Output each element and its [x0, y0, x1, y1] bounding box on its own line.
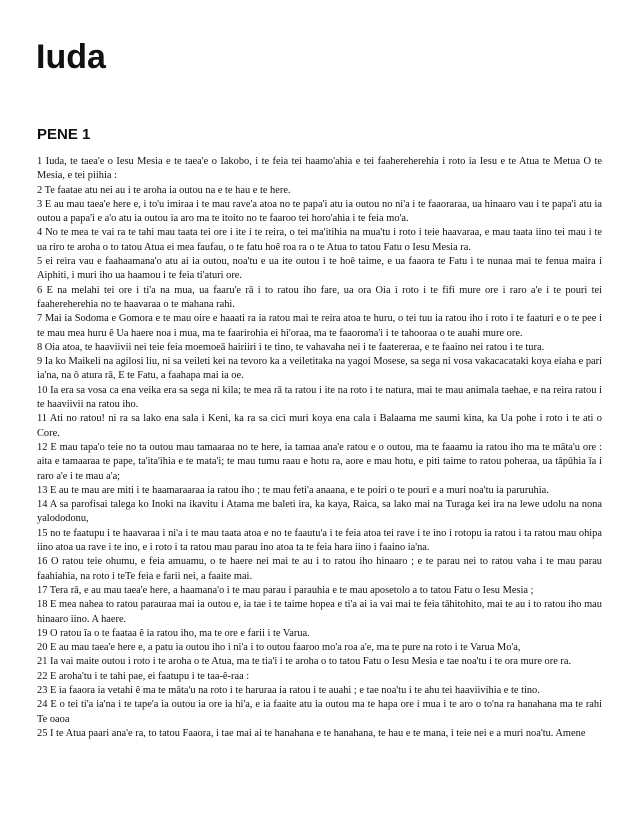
- verse: 15 no te faatupu i te haavaraa i ni'a i te mau taata atoa e no te faautu'a i te feia atoa tei rave i te ino i rotopu ia ratou i ta ratou mau ohipa iino atoa ua rave i te ino, e i roto i ta ratou mau parau ino atoa ta te feia hara iino i faaino ia'na.: [37, 527, 602, 554]
- verse: 3 E au mau taea'e here e, i to'u imiraa i te mau rave'a atoa no te papa'i atu ia outou no ni'a i te faaoraraa, ua hinaaro vau i te papa'i atu ia outou a papa'i e a'o atu ia outou ia aro ma te itoito no te faaroo tei horo'ahia i te feia mo'a.: [37, 198, 602, 225]
- verse: 25 I te Atua paari ana'e ra, to tatou Faaora, i tae mai ai te hanahana e te hanahana, te hau e te mana, i teie nei e a muri noa'tu. Amene: [37, 727, 586, 739]
- verse: 7 Mai ia Sodoma e Gomora e te mau oire e haaati ra ia ratou mai te reira atoa te huru, o tei tuu ia ratou iho i roto i te faaturi e o te pee i te mau mea huru ê Ua haere noa i mua, ma te faarirohia ei hi'oraa, ma te faaoroma'i i te tahooraa o te auahi mure ore.: [37, 313, 602, 339]
- verse: 10 Ia era sa vosa ca ena veika era sa sega ni kila; te mea rā ta ratou i ite na roto i te natura, mai te mau animala taehae, e na reira ratou i te haaviivii na ratou iho.: [37, 384, 602, 411]
- verse: 8 Oia atoa, te haaviivii nei teie feia moemoeā hairiiri i te tino, te vahavaha nei i te faatereraa, e te faaino nei ratou i te tura.: [37, 341, 545, 353]
- verse: 22 E aroha'tu i te tahi pae, ei faatupu i te taa-ê-raa :: [37, 670, 250, 682]
- verse: 14 A sa parofisai talega ko Inoki na ikavitu i Atama me baleti ira, ka kaya, Raica, sa lako mai na Turaga kei ira na lewe udolu na nona yalododonu,: [37, 499, 602, 525]
- verse: 19 O ratou īa o te faataa ê ia ratou iho, ma te ore e farii i te Varua.: [37, 627, 310, 639]
- document-title: Iuda: [36, 38, 106, 76]
- verse: 2 Te faatae atu nei au i te aroha ia outou na e te hau e te here.: [37, 184, 291, 196]
- verse: 9 Ia ko Maikeli na agilosi liu, ni sa veileti kei na tevoro ka a veiletitaka na yagoi Mosese, sa sega ni vosa vakacacataki koya eiaha e pari ia'na, na ô atura rā, E te Fatu, a faahapa mai ia oe.: [37, 356, 602, 382]
- verse: 16 O ratou teie ohumu, e feia amuamu, o te haere nei mai te au i to ratou iho hinaaro ; e te parau nei to ratou vaha i te mau parau faahiahia, na roto i teTe feia e farii nei, a faaite mai.: [37, 556, 602, 582]
- verse: 17 Tera rā, e au mau taea'e here, a haamana'o i te mau parau i parauhia e te mau aposetolo a to tatou Fatu o Iesu Mesia ;: [37, 584, 534, 596]
- chapter-heading: PENE 1: [37, 126, 91, 143]
- verse: 5 ei reira vau e faahaamana'o atu ai ia outou, noa'tu e ua ite outou i te hoê taime, e ua faaora te Fatu i te nunaa mai te fenua maira i Aiphiti, i muri iho ua haamou i te feia ti'aturi ore.: [37, 256, 602, 282]
- verse: 1 Iuda, te taea'e o Iesu Mesia e te taea'e o Iakobo, i te feia tei haamo'ahia e tei faahereherehia i roto ia Iesu e te Atua te Metua O te Mesia, e tei piihia :: [37, 156, 602, 182]
- verse: 18 E mea nahea to ratou parauraa mai ia outou e, ia tae i te taime hopea e ti'a ai ia vai mai te feia tāhitohito, mai te au i to ratou iho mau hinaaro iino. A haere.: [37, 599, 602, 625]
- verse: 12 E mau tapa'o teie no ta outou mau tamaaraa no te here, ia tamaa ana'e ratou e o outou, ma te faaamu ia ratou iho ma te māta'u ore : aita e tamaaraa te pape, ta'ita'ihia e te mata'i; te mau tumu raau e hotu ra, aore e mau hotu, e piti taime to ratou poheraa, ua tāpūhia īa i raro a'e i te mau a'a;: [37, 441, 602, 482]
- verse: 23 E ia faaora ia vetahi ê ma te māta'u na roto i te haruraa ia ratou i te auahi ; e tae noa'tu i te ahu tei haaviivihia e te tino.: [37, 684, 540, 696]
- verse: 6 E na melahi tei ore i ti'a na mua, ua faaru'e rā i to ratou iho fare, ua ora Oia i roto i te fifi mure ore i raro a'e i te pouri tei faahereherehia no te haavaraa o te mahana rahi.: [37, 284, 602, 310]
- verse-list: [37, 155, 602, 741]
- verse: 4 No te mea te vai ra te tahi mau taata tei ore i ite i te reira, o tei ma'itihia na mua'tu i roto i teie haavaraa, e mau taata iino tei mau i te ua riro te aroha o to tatou Atua ei mea faufau, o te fatu hoê roa ra o te Atua to tatou Fatu o Iesu Mesia ra.: [37, 227, 602, 253]
- verse: 21 Ia vai maite outou i roto i te aroha o te Atua, ma te tia'i i te aroha o to tatou Fatu o Iesu Mesia e tae noa'tu i te ora mure ore ra.: [37, 656, 572, 668]
- verse: 11 Ati no ratou! ni ra sa lako ena sala i Keni, ka ra sa cici muri koya ena cala i Balaama me saumi kina, ka Ua pohe i roto i te ati o Core.: [37, 413, 602, 439]
- verse: 24 E o tei ti'a ia'na i te tape'a ia outou ia ore ia hi'a, e ia faaite atu ia outou ma te hapa ore i mua i te aro o to'na ra hanahana ma te rahi Te oaoa: [37, 699, 602, 725]
- verse: 20 E au mau taea'e here e, a patu ia outou iho i ni'a i to outou faaroo mo'a roa a'e, ma te pure na roto i te Varua Mo'a,: [37, 642, 521, 654]
- verse: 13 E au te mau are miti i te haamaraaraa ia ratou iho ; te mau feti'a anaana, e te poiri o te pouri e a muri noa'tu ia paruruhia.: [37, 484, 549, 496]
